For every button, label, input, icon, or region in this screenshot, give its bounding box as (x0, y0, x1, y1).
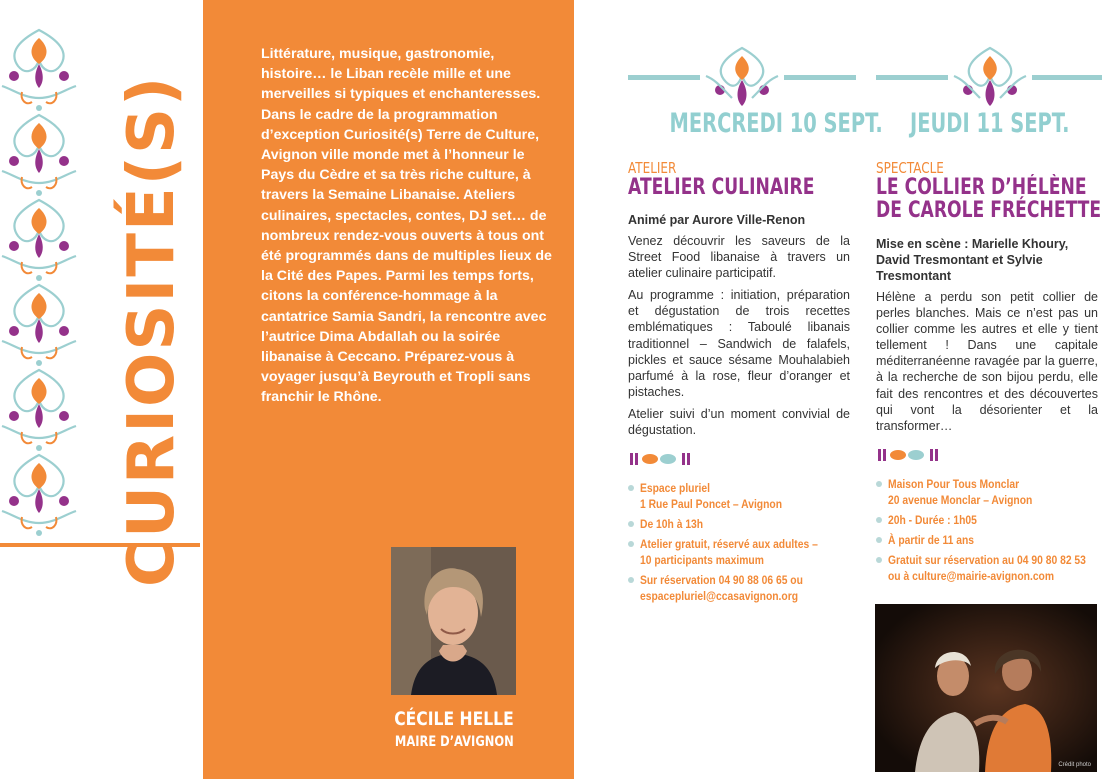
event-description (628, 233, 850, 444)
info-item: Espace pluriel 1 Rue Paul Poncet – Avignon (628, 480, 856, 512)
bullet-dot-icon (628, 541, 634, 547)
intro-text: Littérature, musique, gastronomie, histoire… le Liban recèle mille et une merveilles si typiques et enchanteresses. Dans le cadre de la programmation d’exception Curiosité(s) Terre de Culture, Avignon ville monde met à l’honneur le Pays du Cèdre et sa très riche culture, à travers la Semaine Libanaise. Ateliers culinaires, spectacles, contes, DJ set… de nombreux rendez-vous ouverts à tous ont été programmés dans de multiples lieux de la Cité des Papes. Parmi les temps forts, citons la conférence-hommage à la cantatrice Samia Sandri, la rencontre avec l’autrice Dima Abdallah ou la soirée libanaise à Ceccano. Préparez-vous à voyager jusqu’à Beyrouth et Tropli sans franchir le Rhône. (261, 46, 552, 406)
day-title: JEUDI 11 SEPT. (910, 108, 1070, 139)
bullet-dot-icon (628, 521, 634, 527)
event-paragraph: Au programme : initiation, préparation et dégustation de trois recettes emblématiques : Taboulé libanais traditionnel – Sandwich de falafels, pickles et sauce sésame Mouhalabieh parfumé à la rose, fleur d’oranger et pistaches. (628, 288, 850, 399)
event-title-line: DE CAROLE FRÉCHETTE (876, 198, 1102, 223)
event-description (876, 289, 1098, 440)
bullet-dot-icon (876, 537, 882, 543)
info-item: Sur réservation 04 90 88 06 65 ou espacepluriel@ccasavignon.org (628, 572, 856, 604)
vertical-title: CURIOSITÉ(S) (115, 74, 189, 587)
stage-photo (875, 604, 1097, 772)
portrait-photo (391, 547, 516, 695)
pill-ornament-icon (628, 450, 694, 468)
event-title-line: ATELIER CULINAIRE (628, 175, 815, 200)
pill-ornament-icon (876, 446, 942, 464)
event-title-line: LE COLLIER D’HÉLÈNE (876, 175, 1087, 200)
event-paragraph: Venez découvrir les saveurs de la Street Food libanaise à travers un atelier culinaire participatif. (628, 234, 850, 281)
info-item: À partir de 11 ans (876, 532, 1102, 548)
info-item: De 10h à 13h (628, 516, 856, 532)
arabesque-ornament-icon (628, 44, 856, 110)
bullet-dot-icon (628, 577, 634, 583)
bullet-dot-icon (628, 485, 634, 491)
signature-name: CÉCILE HELLE (394, 708, 514, 730)
bullet-dot-icon (876, 557, 882, 563)
intro-panel (203, 0, 574, 779)
event-subtitle: Animé par Aurore Ville-Renon (628, 213, 806, 227)
info-item: Gratuit sur réservation au 04 90 80 82 53 ou à culture@mairie-avignon.com (876, 552, 1102, 584)
bullet-dot-icon (876, 517, 882, 523)
event-category: ATELIER (628, 159, 677, 177)
event-info-list (628, 480, 856, 608)
arabesque-ornament-icon (0, 0, 78, 545)
photo-credit: Crédit photo (1058, 762, 1091, 768)
signature-role: MAIRE D’AVIGNON (395, 734, 514, 750)
signature (368, 708, 514, 750)
arabesque-ornament-icon (876, 44, 1102, 110)
event-title (876, 175, 1102, 223)
event-subtitle: Mise en scène : Marielle Khoury, David Tresmontant et Sylvie Tresmontant (876, 237, 1069, 283)
event-title (628, 176, 846, 199)
event-info-list (876, 476, 1102, 588)
day-title: MERCREDI 10 SEPT. (669, 108, 883, 139)
bullet-dot-icon (876, 481, 882, 487)
info-item: 20h - Durée : 1h05 (876, 512, 1102, 528)
info-item: Maison Pour Tous Monclar 20 avenue Monclar – Avignon (876, 476, 1102, 508)
info-item: Atelier gratuit, réservé aux adultes – 10 participants maximum (628, 536, 856, 568)
event-category: SPECTACLE (876, 159, 944, 177)
event-paragraph: Hélène a perdu son petit collier de perles blanches. Mais ce n’est pas un collier comme les autres et elle y tient tellement ! Dans une capitale méditerranéenne ravagée par la guerre, à la recherche de son bijou perdu, elle fait des rencontres et des découvertes qui vont la désorienter et la transformer… (876, 290, 1098, 433)
event-paragraph: Atelier suivi d’un moment convivial de dégustation. (628, 406, 850, 438)
